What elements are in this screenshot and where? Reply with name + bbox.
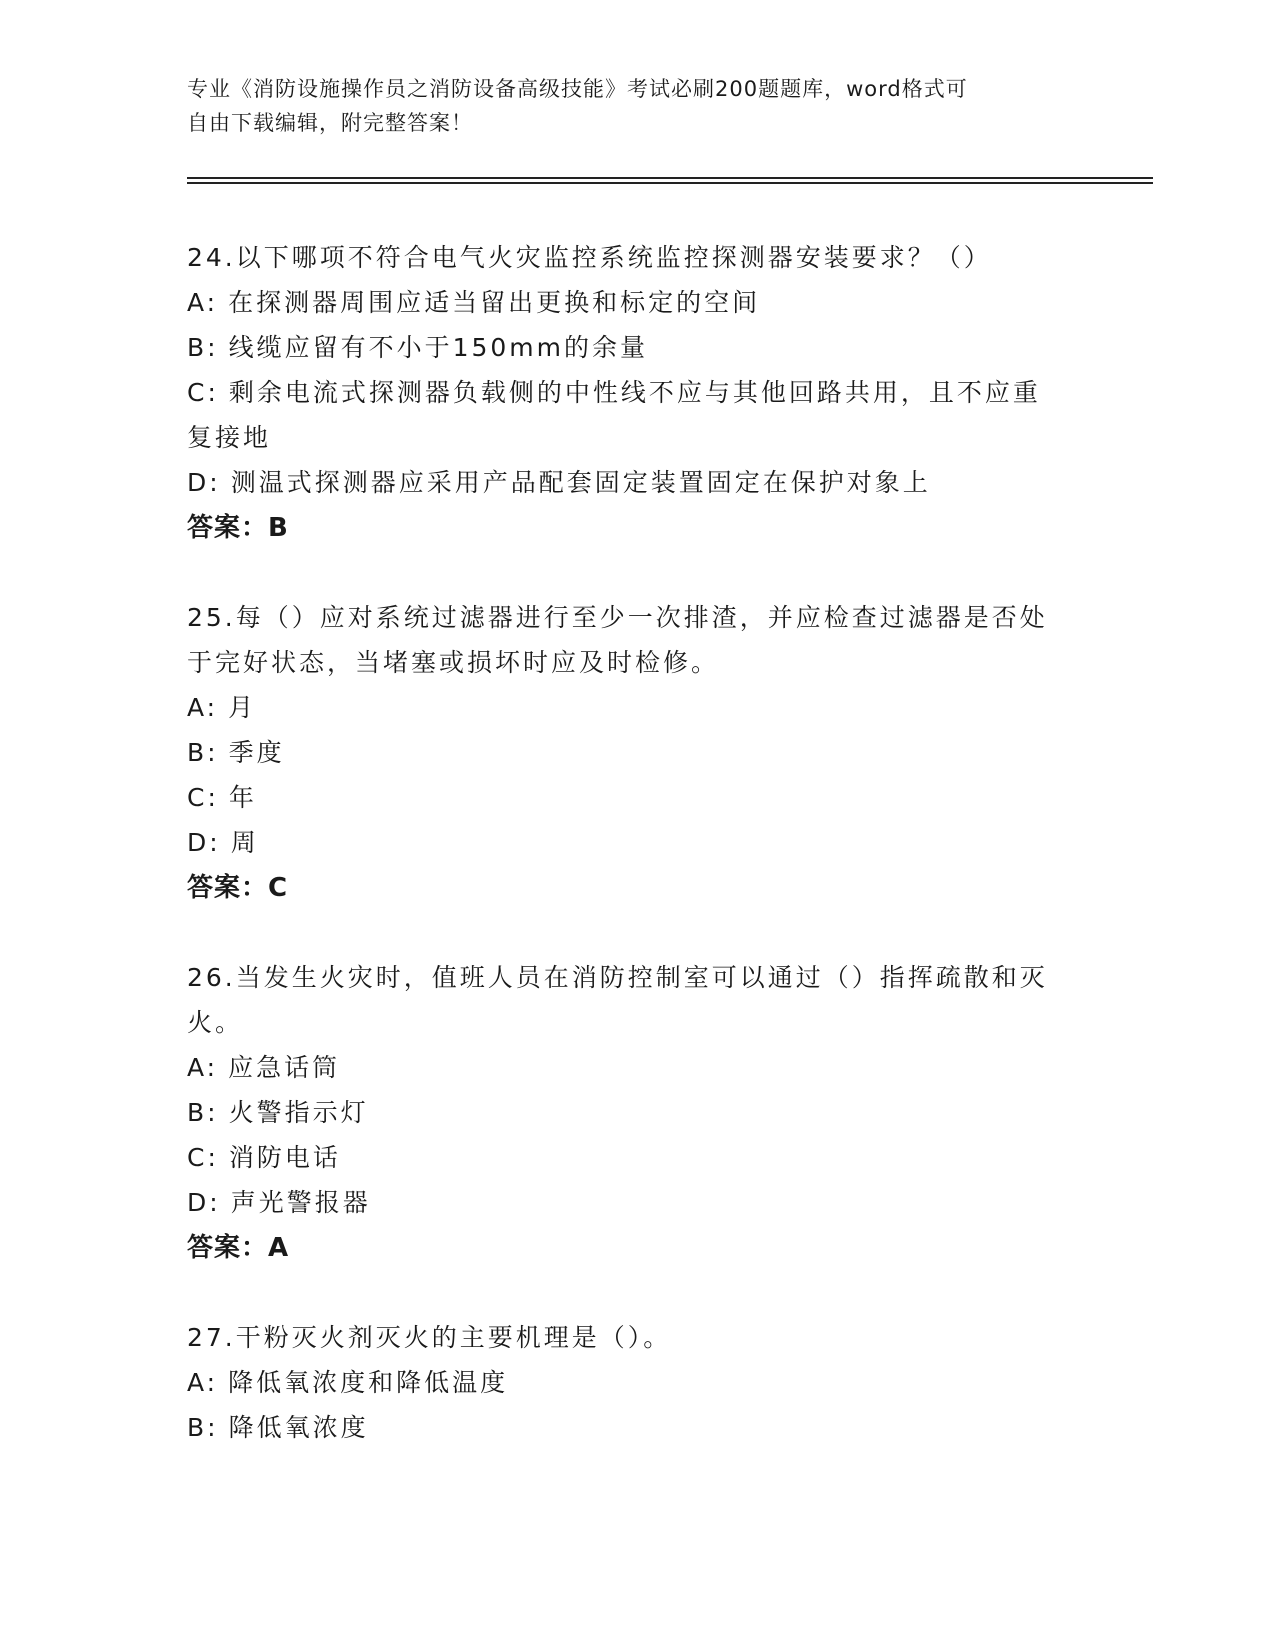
option-b: [187, 1405, 1087, 1450]
document-header: [187, 72, 1067, 140]
question-stem: 25.每（）应对系统过滤器进行至少一次排渣，并应检查过滤器是否处于完好状态，当堵塞或损坏时应及时检修。: [187, 603, 1048, 677]
question-26: [187, 955, 1087, 1271]
option-label: B:: [187, 333, 219, 362]
option-label: D:: [187, 1188, 221, 1217]
option-text: 线缆应留有不小于150mm的余量: [228, 333, 649, 362]
option-c: [187, 1135, 1087, 1180]
option-text: 年: [228, 783, 257, 812]
option-b: [187, 730, 1087, 775]
option-label: D:: [187, 828, 221, 857]
question-stem: 26.当发生火灾时，值班人员在消防控制室可以通过（）指挥疏散和灭火。: [187, 963, 1048, 1037]
question-stem: 27.干粉灭火剂灭火的主要机理是（）。: [187, 1323, 672, 1352]
option-label: B:: [187, 1098, 219, 1127]
option-c: [187, 370, 1067, 460]
option-d: [187, 460, 1087, 505]
option-label: B:: [187, 1413, 219, 1442]
option-b: [187, 1090, 1087, 1135]
option-label: A:: [187, 1053, 219, 1082]
question-24: [187, 235, 1087, 551]
option-text: 消防电话: [228, 1143, 341, 1172]
option-label: A:: [187, 1368, 219, 1397]
option-text: 降低氧浓度和降低温度: [228, 1368, 509, 1397]
option-a: [187, 1360, 1087, 1405]
option-text: 测温式探测器应采用产品配套固定装置固定在保护对象上: [230, 468, 931, 497]
option-label: C:: [187, 783, 219, 812]
answer-label: 答案：B: [187, 513, 289, 543]
option-label: C:: [187, 1143, 219, 1172]
option-text: 月: [228, 693, 257, 722]
option-text: 剩余电流式探测器负载侧的中性线不应与其他回路共用，且不应重复接地: [187, 378, 1041, 452]
header-line-2: 自由下载编辑，附完整答案！: [187, 111, 473, 135]
header-divider-top: [187, 177, 1153, 179]
question-25: [187, 595, 1087, 911]
header-divider-bottom: [187, 182, 1153, 184]
option-label: C:: [187, 378, 219, 407]
answer-label: 答案：C: [187, 873, 289, 903]
option-d: [187, 820, 1087, 865]
header-line-1: 专业《消防设施操作员之消防设备高级技能》考试必刷200题题库，word格式可: [187, 77, 968, 101]
question-list: [187, 235, 1087, 1494]
option-label: A:: [187, 288, 219, 317]
option-text: 应急话筒: [228, 1053, 341, 1082]
option-text: 季度: [228, 738, 285, 767]
option-text: 降低氧浓度: [228, 1413, 369, 1442]
option-text: 周: [230, 828, 259, 857]
option-a: [187, 685, 1087, 730]
question-stem: 24.以下哪项不符合电气火灾监控系统监控探测器安装要求？（）: [187, 243, 992, 272]
option-text: 火警指示灯: [228, 1098, 369, 1127]
option-label: B:: [187, 738, 219, 767]
answer-label: 答案：A: [187, 1233, 290, 1263]
question-27: [187, 1315, 1087, 1450]
option-label: A:: [187, 693, 219, 722]
option-a: [187, 1045, 1087, 1090]
option-text: 声光警报器: [230, 1188, 371, 1217]
option-text: 在探测器周围应适当留出更换和标定的空间: [228, 288, 761, 317]
option-a: [187, 280, 1087, 325]
option-c: [187, 775, 1087, 820]
option-label: D:: [187, 468, 221, 497]
option-d: [187, 1180, 1087, 1225]
option-b: [187, 325, 1087, 370]
